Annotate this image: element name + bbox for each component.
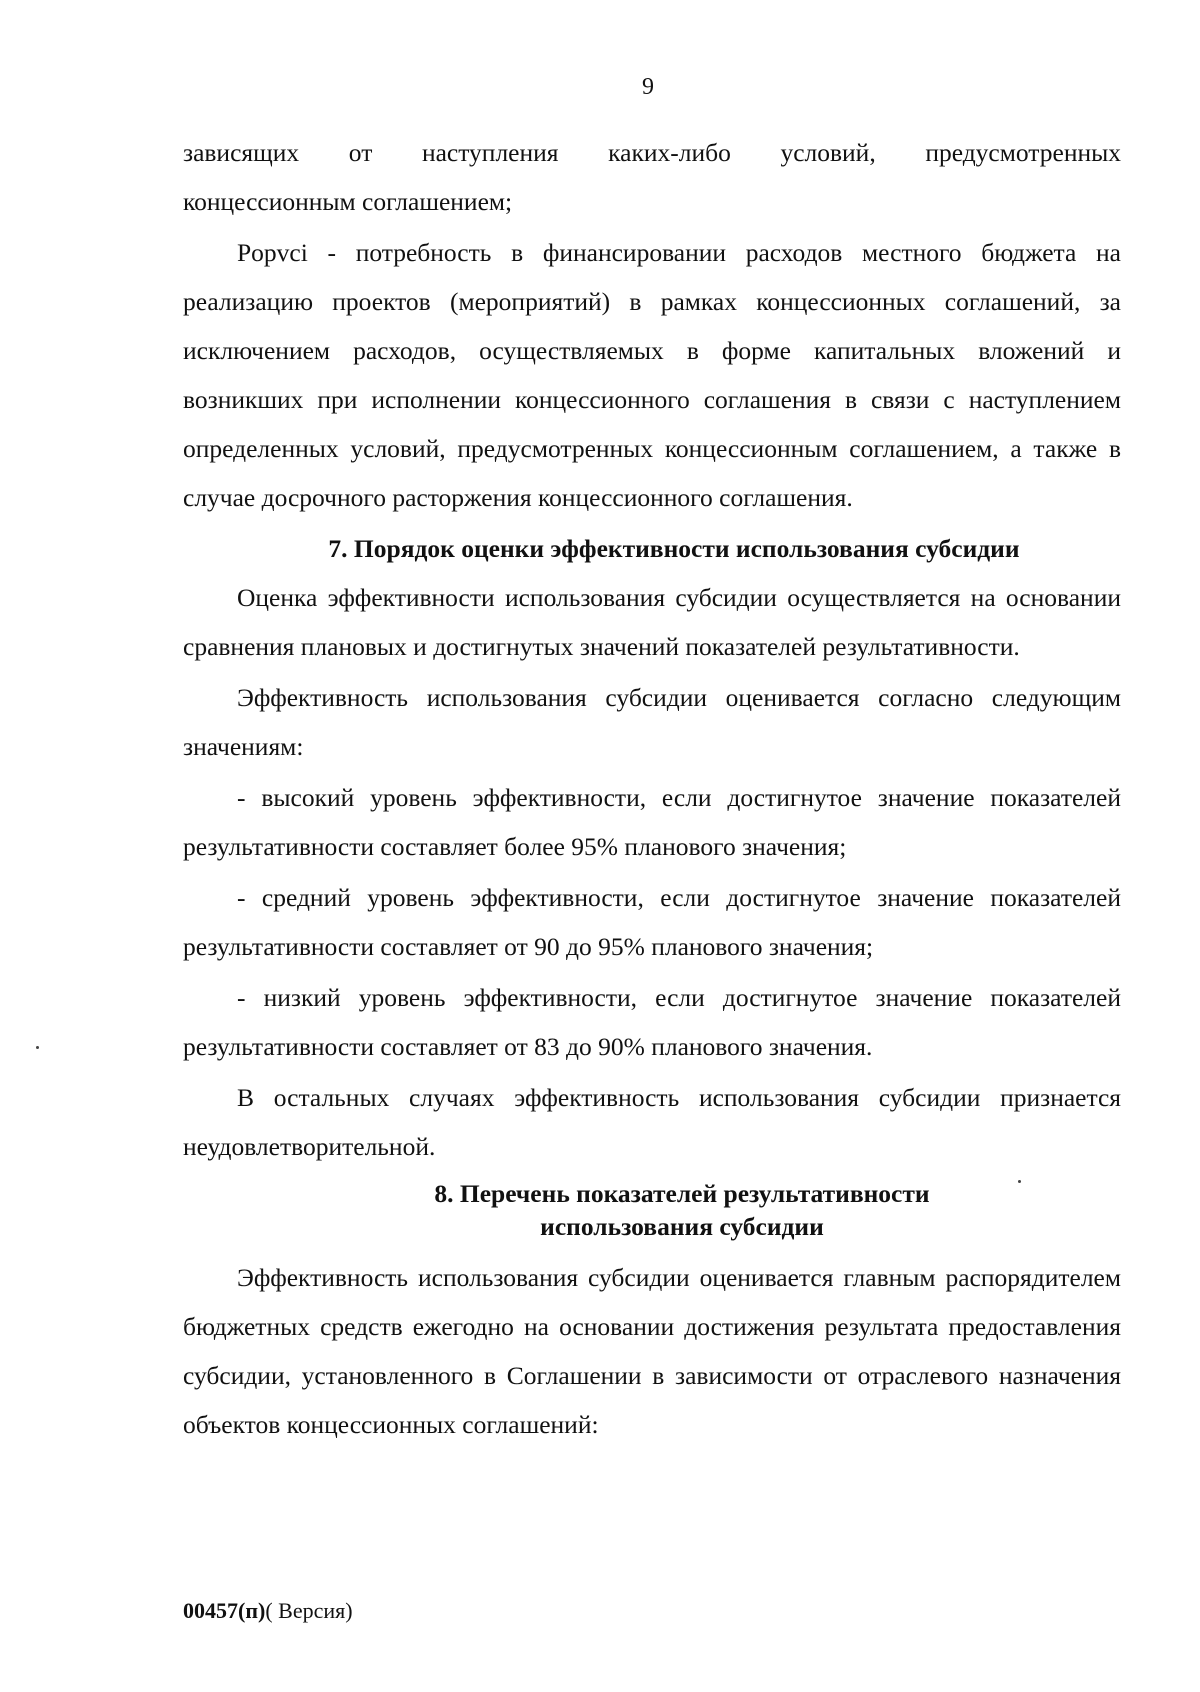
section-8-paragraph-1: Эффективность использования субсидии оценивается главным распорядителем бюджетных средств ежегодно на основании достижения результата предоставления субсидии, установленного в Соглашении в зависимости от отраслевого назначения объектов концессионных соглашений: [183, 1263, 1121, 1439]
section-8-heading [183, 1177, 1121, 1243]
section-8-heading-line1: 8. Перечень показателей результативности [434, 1179, 930, 1208]
section-8-heading-line2: использования субсидии [540, 1212, 824, 1241]
page-number: 9 [642, 74, 654, 100]
document-code-number: 00457(п) [183, 1598, 266, 1623]
paragraph-continuation-line1: зависящих от наступления каких-либо условий, предусмотренных [183, 138, 1121, 167]
section-7-paragraph-2: Эффективность использования субсидии оценивается согласно следующим значениям: [183, 683, 1121, 761]
list-item-low: - низкий уровень эффективности, если достигнутое значение показателей результативности составляет от 83 до 90% планового значения. [183, 983, 1121, 1061]
section-7-paragraph-1: Оценка эффективности использования субсидии осуществляется на основании сравнения плановых и достигнутых значений показателей результативности. [183, 583, 1121, 661]
document-body [183, 128, 1121, 1451]
list-item-high: - высокий уровень эффективности, если достигнутое значение показателей результативности составляет более 95% планового значения; [183, 783, 1121, 861]
scan-speck [36, 1046, 39, 1049]
section-7-heading: 7. Порядок оценки эффективности использования субсидии [328, 534, 1020, 563]
document-code [183, 1598, 353, 1624]
paragraph-continuation-line2: концессионным соглашением; [183, 187, 513, 216]
scan-speck [1018, 1180, 1021, 1183]
paragraph-popvci: Popvci - потребность в финансировании расходов местного бюджета на реализацию проектов (мероприятий) в рамках концессионных соглашений, за исключением расходов, осуществляемых в форме капитальных вложений и возникших при исполнении концессионного соглашения в связи с наступлением определенных условий, предусмотренных концессионным соглашением, а также в случае досрочного расторжения концессионного соглашения. [183, 238, 1121, 512]
section-7-paragraph-3: В остальных случаях эффективность использования субсидии признается неудовлетворительной. [183, 1083, 1121, 1161]
list-item-medium: - средний уровень эффективности, если достигнутое значение показателей результативности составляет от 90 до 95% планового значения; [183, 883, 1121, 961]
document-code-version: ( Версия) [265, 1598, 353, 1623]
